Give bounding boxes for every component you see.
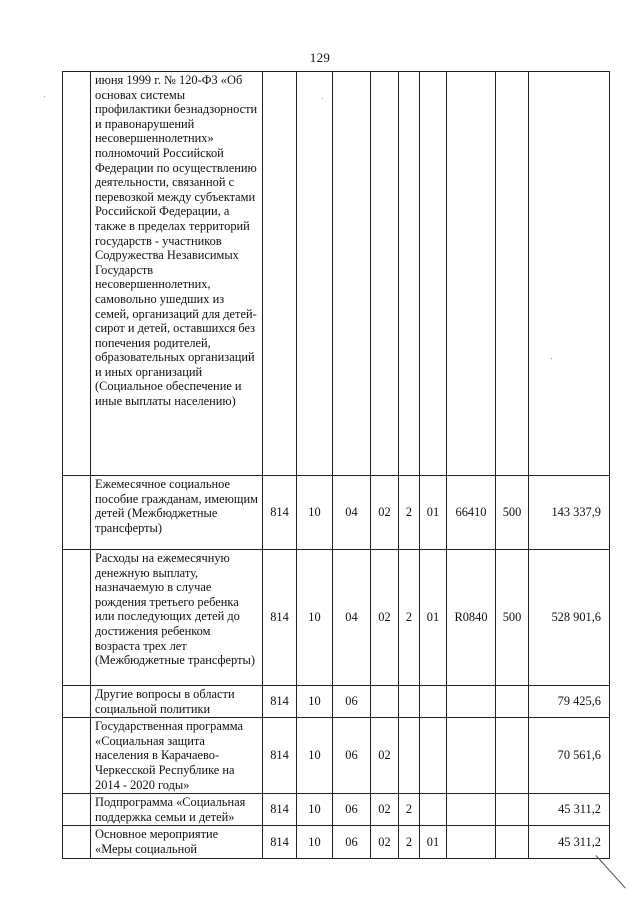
amount-cell: 45 311,2: [529, 826, 610, 858]
row-number-cell: [63, 794, 91, 826]
subsection-code-cell: 04: [333, 550, 371, 686]
subprogram-code-cell: 2: [399, 794, 420, 826]
program-code-cell: 02: [371, 794, 399, 826]
activity-code-cell: [420, 794, 447, 826]
subsection-code-cell: 06: [333, 686, 371, 718]
ministry-code-cell: [263, 72, 297, 476]
activity-code-cell: [420, 72, 447, 476]
scan-scratch: [596, 855, 626, 888]
activity-code-cell: [420, 718, 447, 794]
ministry-code-cell: 814: [263, 718, 297, 794]
activity-code-cell: [420, 686, 447, 718]
row-description: Основное мероприятие «Меры социальной: [91, 826, 263, 858]
program-code-cell: 02: [371, 718, 399, 794]
section-code-cell: 10: [297, 686, 333, 718]
subprogram-code-cell: [399, 718, 420, 794]
direction-code-cell: [447, 718, 496, 794]
section-code-cell: 10: [297, 550, 333, 686]
row-number-cell: [63, 686, 91, 718]
table-row: [63, 826, 610, 858]
amount-cell: 45 311,2: [529, 794, 610, 826]
page-number: 129: [309, 50, 331, 65]
amount-cell: 79 425,6: [529, 686, 610, 718]
row-description: Ежемесячное социальное пособие гражданам, имеющим детей (Межбюджетные трансферты): [91, 476, 263, 550]
ministry-code-cell: 814: [263, 686, 297, 718]
row-description: Государственная программа «Социальная защита населения в Карачаево-Черкесской Республике на 2014 - 2020 годы»: [91, 718, 263, 794]
row-number-cell: [63, 550, 91, 686]
program-code-cell: [371, 686, 399, 718]
activity-code-cell: 01: [420, 826, 447, 858]
activity-code-cell: 01: [420, 550, 447, 686]
expense-type-cell: [496, 826, 529, 858]
subprogram-code-cell: [399, 72, 420, 476]
row-number-cell: [63, 72, 91, 476]
amount-cell: 528 901,6: [529, 550, 610, 686]
expense-type-cell: [496, 686, 529, 718]
ministry-code-cell: 814: [263, 476, 297, 550]
expense-type-cell: [496, 718, 529, 794]
subsection-code-cell: 06: [333, 826, 371, 858]
subsection-code-cell: 06: [333, 794, 371, 826]
program-code-cell: 02: [371, 476, 399, 550]
section-code-cell: 10: [297, 718, 333, 794]
budget-table: [62, 71, 610, 859]
scan-speck: [44, 96, 45, 97]
scan-speck: [551, 358, 552, 359]
row-number-cell: [63, 476, 91, 550]
expense-type-cell: 500: [496, 550, 529, 686]
activity-code-cell: 01: [420, 476, 447, 550]
row-description: июня 1999 г. № 120-ФЗ «Об основах системы профилактики безнадзорности и правонарушений несовершеннолетних» полномочий Российской Федерации по осуществлению деятельности, связанной с перевозкой между субъектами Российской Федерации, а также в пределах территорий государств - участников Содружества Независимых Государств несовершеннолетних, самовольно ушедших из семей, организаций для детей-сирот и детей, оставшихся без попечения родителей, образовательных организаций и иных организаций (Социальное обеспечение и иные выплаты населению): [91, 72, 263, 476]
row-description: Другие вопросы в области социальной политики: [91, 686, 263, 718]
direction-code-cell: [447, 826, 496, 858]
expense-type-cell: [496, 72, 529, 476]
scan-speck: [322, 98, 323, 99]
subsection-code-cell: [333, 72, 371, 476]
subsection-code-cell: 06: [333, 718, 371, 794]
section-code-cell: [297, 72, 333, 476]
subsection-code-cell: 04: [333, 476, 371, 550]
ministry-code-cell: 814: [263, 550, 297, 686]
ministry-code-cell: 814: [263, 794, 297, 826]
direction-code-cell: 66410: [447, 476, 496, 550]
ministry-code-cell: 814: [263, 826, 297, 858]
table-row: [63, 718, 610, 794]
amount-cell: 70 561,6: [529, 718, 610, 794]
program-code-cell: [371, 72, 399, 476]
subprogram-code-cell: 2: [399, 826, 420, 858]
direction-code-cell: [447, 794, 496, 826]
amount-cell: 143 337,9: [529, 476, 610, 550]
table-row: [63, 794, 610, 826]
subprogram-code-cell: [399, 686, 420, 718]
program-code-cell: 02: [371, 826, 399, 858]
row-number-cell: [63, 718, 91, 794]
table-row: [63, 686, 610, 718]
section-code-cell: 10: [297, 794, 333, 826]
row-description: Расходы на ежемесячную денежную выплату, назначаемую в случае рождения третьего ребенка или последующих детей до достижения ребенком возраста трех лет (Межбюджетные трансферты): [91, 550, 263, 686]
table-row: [63, 72, 610, 476]
row-description: Подпрограмма «Социальная поддержка семьи и детей»: [91, 794, 263, 826]
subprogram-code-cell: 2: [399, 550, 420, 686]
table-row: [63, 550, 610, 686]
program-code-cell: 02: [371, 550, 399, 686]
row-number-cell: [63, 826, 91, 858]
section-code-cell: 10: [297, 476, 333, 550]
section-code-cell: 10: [297, 826, 333, 858]
expense-type-cell: [496, 794, 529, 826]
expense-type-cell: 500: [496, 476, 529, 550]
direction-code-cell: [447, 72, 496, 476]
table-row: [63, 476, 610, 550]
amount-cell: [529, 72, 610, 476]
direction-code-cell: [447, 686, 496, 718]
subprogram-code-cell: 2: [399, 476, 420, 550]
direction-code-cell: R0840: [447, 550, 496, 686]
